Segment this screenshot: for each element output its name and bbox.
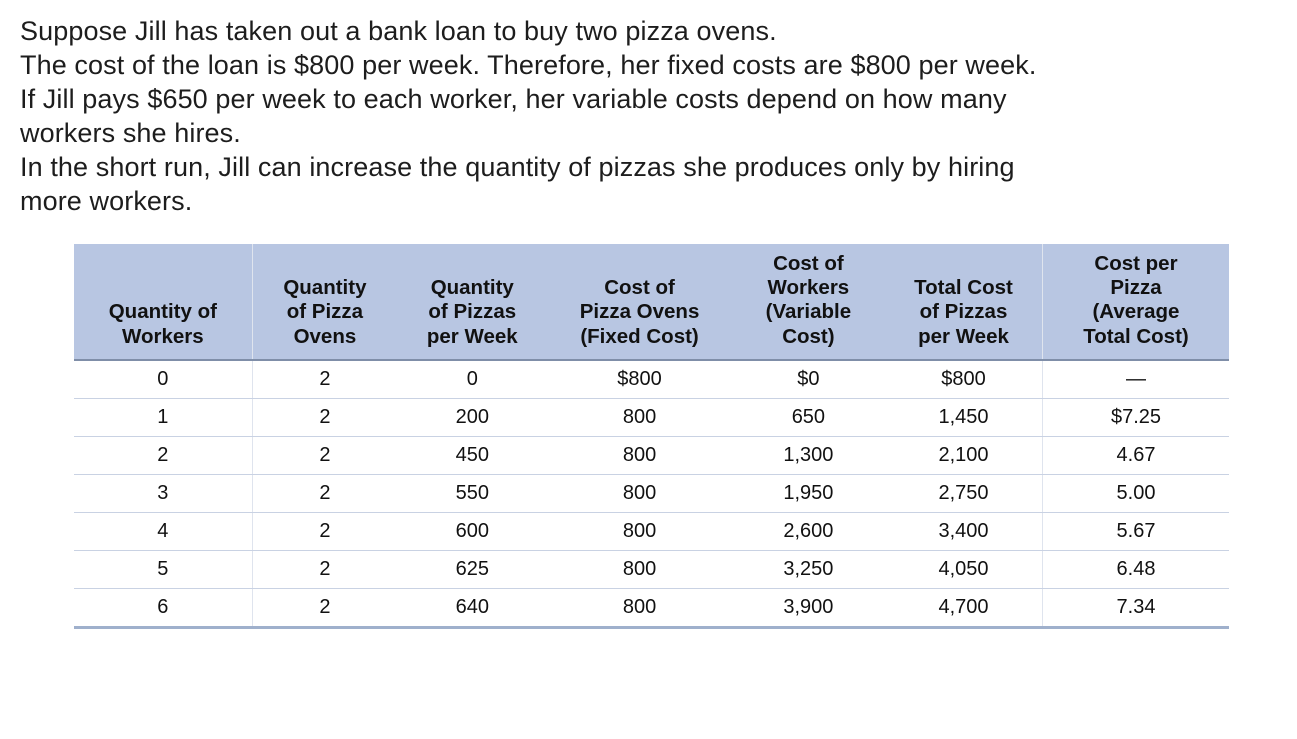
header-line: Total Cost xyxy=(914,276,1013,300)
table-row xyxy=(74,360,1229,399)
table-header-row xyxy=(74,244,1229,360)
header-line: Pizza Ovens xyxy=(579,300,700,324)
cell-fixed-cost: 800 xyxy=(547,512,731,550)
column-header-quantity-of-workers xyxy=(74,244,252,360)
cell-variable-cost: $0 xyxy=(732,360,885,399)
table-body xyxy=(74,360,1229,626)
column-header-quantity-of-pizza-ovens xyxy=(252,244,397,360)
intro-line-2: The cost of the loan is $800 per week. Therefore, her fixed costs are $800 per week. xyxy=(20,50,1037,81)
cell-ovens: 2 xyxy=(252,360,397,399)
cell-total-cost: 2,750 xyxy=(885,474,1042,512)
column-header-cost-of-workers xyxy=(732,244,885,360)
header-line: (Variable xyxy=(765,300,852,324)
table-row xyxy=(74,398,1229,436)
header-line: per Week xyxy=(918,324,1009,348)
cell-variable-cost: 1,300 xyxy=(732,436,885,474)
cell-average-total-cost: — xyxy=(1042,360,1229,399)
header-line: Quantity of xyxy=(108,300,217,324)
intro-line-6: more workers. xyxy=(20,186,193,217)
cell-fixed-cost: 800 xyxy=(547,588,731,626)
cell-variable-cost: 3,250 xyxy=(732,550,885,588)
table-row xyxy=(74,588,1229,626)
column-header-cost-of-pizza-ovens xyxy=(547,244,731,360)
cell-average-total-cost: 5.00 xyxy=(1042,474,1229,512)
header-line: Cost of xyxy=(604,276,675,300)
cell-total-cost: $800 xyxy=(885,360,1042,399)
table-row xyxy=(74,550,1229,588)
cell-average-total-cost: 6.48 xyxy=(1042,550,1229,588)
cell-pizzas: 625 xyxy=(397,550,547,588)
column-header-cost-per-pizza xyxy=(1042,244,1229,360)
cell-variable-cost: 2,600 xyxy=(732,512,885,550)
header-line: of Pizzas xyxy=(428,300,517,324)
cell-total-cost: 3,400 xyxy=(885,512,1042,550)
column-header-total-cost-of-pizzas xyxy=(885,244,1042,360)
cell-workers: 6 xyxy=(74,588,252,626)
cell-workers: 5 xyxy=(74,550,252,588)
column-header-quantity-of-pizzas-per-week xyxy=(397,244,547,360)
header-line: of Pizza xyxy=(286,300,364,324)
table-row xyxy=(74,474,1229,512)
cell-pizzas: 550 xyxy=(397,474,547,512)
cell-total-cost: 4,700 xyxy=(885,588,1042,626)
cell-ovens: 2 xyxy=(252,474,397,512)
cell-ovens: 2 xyxy=(252,512,397,550)
header-line: of Pizzas xyxy=(919,300,1008,324)
cell-pizzas: 640 xyxy=(397,588,547,626)
cost-table xyxy=(74,244,1229,626)
header-line: per Week xyxy=(426,324,518,348)
cell-workers: 3 xyxy=(74,474,252,512)
cell-fixed-cost: 800 xyxy=(547,474,731,512)
table-row xyxy=(74,436,1229,474)
problem-statement xyxy=(20,14,1277,218)
cell-workers: 2 xyxy=(74,436,252,474)
cell-pizzas: 0 xyxy=(397,360,547,399)
cell-workers: 0 xyxy=(74,360,252,399)
header-line: Ovens xyxy=(293,324,357,348)
table-bottom-rule xyxy=(74,626,1229,629)
cell-pizzas: 450 xyxy=(397,436,547,474)
header-line: (Fixed Cost) xyxy=(580,324,699,348)
cell-ovens: 2 xyxy=(252,398,397,436)
intro-line-5: In the short run, Jill can increase the quantity of pizzas she produces only by hiring xyxy=(20,152,1015,183)
cell-total-cost: 1,450 xyxy=(885,398,1042,436)
table-row xyxy=(74,512,1229,550)
cell-pizzas: 200 xyxy=(397,398,547,436)
cell-ovens: 2 xyxy=(252,436,397,474)
header-line: Workers xyxy=(767,276,850,300)
table-header xyxy=(74,244,1229,360)
header-line: Cost) xyxy=(782,324,835,348)
cell-total-cost: 2,100 xyxy=(885,436,1042,474)
intro-line-1: Suppose Jill has taken out a bank loan to buy two pizza ovens. xyxy=(20,16,777,46)
cell-fixed-cost: 800 xyxy=(547,398,731,436)
cell-ovens: 2 xyxy=(252,588,397,626)
cell-workers: 4 xyxy=(74,512,252,550)
header-line: Quantity xyxy=(430,276,514,300)
cell-fixed-cost: 800 xyxy=(547,436,731,474)
intro-line-3: If Jill pays $650 per week to each worker, her variable costs depend on how many xyxy=(20,84,1007,115)
cell-variable-cost: 3,900 xyxy=(732,588,885,626)
header-line: Cost per xyxy=(1094,252,1178,276)
header-line: Total Cost) xyxy=(1083,324,1189,348)
cell-average-total-cost: 5.67 xyxy=(1042,512,1229,550)
cell-workers: 1 xyxy=(74,398,252,436)
header-line: Workers xyxy=(121,324,204,348)
header-line: Cost of xyxy=(773,252,844,276)
header-line: (Average xyxy=(1092,300,1180,324)
cell-total-cost: 4,050 xyxy=(885,550,1042,588)
header-line: Pizza xyxy=(1110,276,1162,300)
cell-fixed-cost: 800 xyxy=(547,550,731,588)
cell-average-total-cost: 7.34 xyxy=(1042,588,1229,626)
cell-fixed-cost: $800 xyxy=(547,360,731,399)
header-line: Quantity xyxy=(283,276,367,300)
cell-average-total-cost: 4.67 xyxy=(1042,436,1229,474)
intro-line-4: workers she hires. xyxy=(20,118,241,149)
cell-average-total-cost: $7.25 xyxy=(1042,398,1229,436)
cost-table-container xyxy=(74,244,1277,629)
cell-ovens: 2 xyxy=(252,550,397,588)
cell-variable-cost: 650 xyxy=(732,398,885,436)
cell-pizzas: 600 xyxy=(397,512,547,550)
cell-variable-cost: 1,950 xyxy=(732,474,885,512)
